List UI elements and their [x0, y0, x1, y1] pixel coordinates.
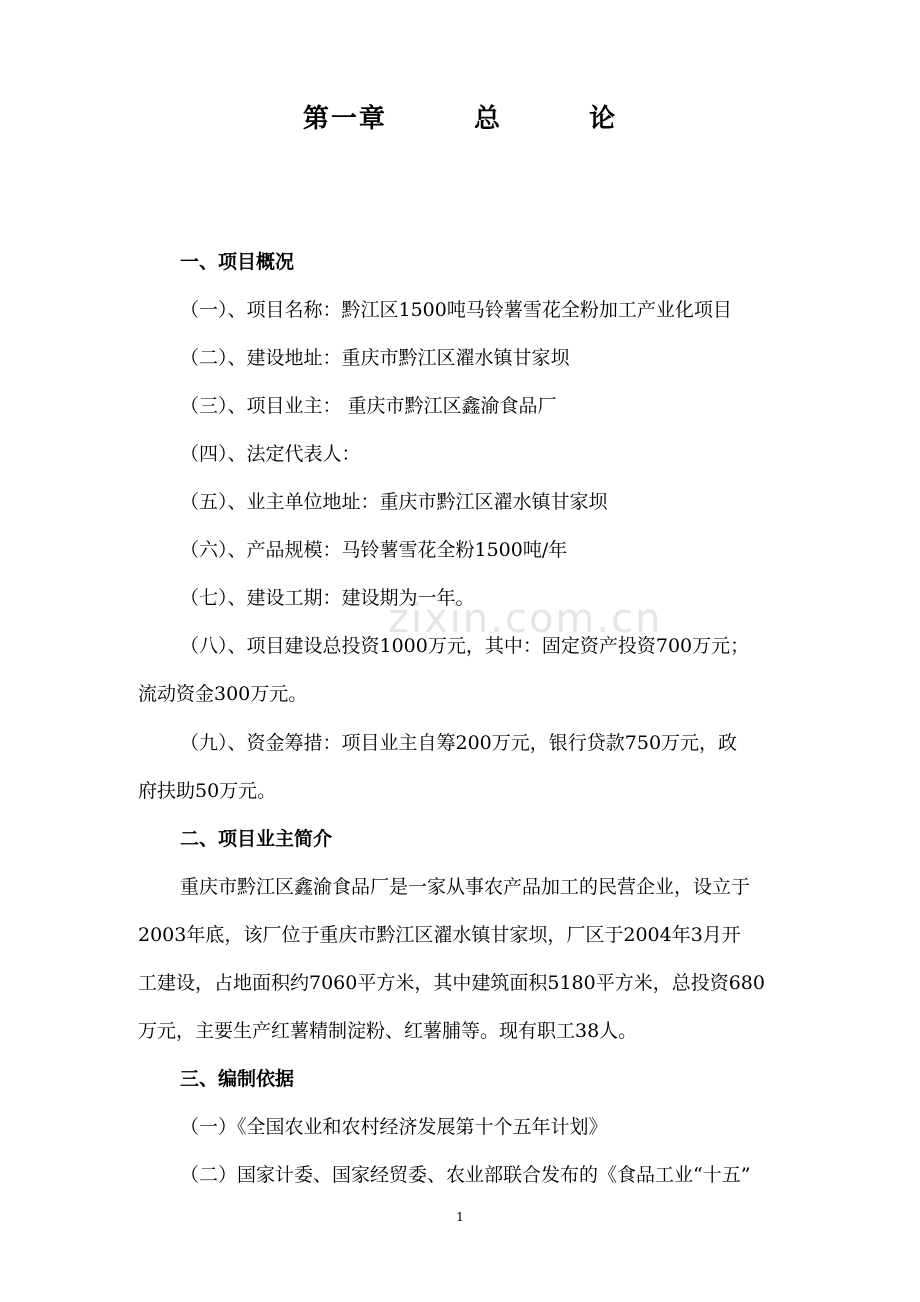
overview-item-9-line2: 府扶助50万元。 — [138, 780, 277, 802]
overview-item-8-line1: （八）、项目建设总投资1000万元，其中：固定资产投资700万元； — [180, 635, 750, 657]
overview-item-9-line1: （九）、资金筹措：项目业主自筹200万元，银行贷款750万元，政 — [180, 732, 738, 754]
basis-item-1: （一）《全国农业和农村经济发展第十个五年计划》 — [180, 1116, 608, 1138]
overview-item-3: （三）、项目业主： 重庆市黔江区鑫渝食品厂 — [180, 395, 557, 417]
overview-item-2: （二）、建设地址：重庆市黔江区濯水镇甘家坝 — [180, 347, 570, 369]
overview-item-1: （一）、项目名称：黔江区1500吨马铃薯雪花全粉加工产业化项目 — [180, 299, 732, 321]
owner-paragraph-line4: 万元，主要生产红薯精制淀粉、红薯脯等。现有职工38人。 — [138, 1020, 638, 1042]
overview-item-8-line2: 流动资金300万元。 — [138, 683, 308, 705]
basis-item-2: （二）国家计委、国家经贸委、农业部联合发布的《食品工业“十五” — [180, 1164, 751, 1186]
chapter-title: 第一章 总 论 — [302, 104, 618, 134]
page-number: 1 — [456, 1210, 464, 1224]
section-heading-basis: 三、编制依据 — [180, 1068, 295, 1090]
owner-paragraph-line2: 2003年底，该厂位于重庆市黔江区濯水镇甘家坝，厂区于2004年3月开 — [138, 924, 741, 946]
section-heading-owner: 二、项目业主简介 — [180, 828, 333, 850]
overview-item-6: （六）、产品规模：马铃薯雪花全粉1500吨/年 — [180, 539, 568, 561]
section-heading-overview: 一、项目概况 — [180, 251, 295, 273]
overview-item-5: （五）、业主单位地址：重庆市黔江区濯水镇甘家坝 — [180, 491, 608, 513]
overview-item-4: （四）、法定代表人： — [180, 443, 361, 465]
overview-item-7: （七）、建设工期：建设期为一年。 — [180, 587, 475, 609]
owner-paragraph-line1: 重庆市黔江区鑫渝食品厂是一家从事农产品加工的民营企业，设立于 — [180, 876, 751, 898]
owner-paragraph-line3: 工建设，占地面积约7060平方米，其中建筑面积5180平方米，总投资680 — [138, 972, 765, 994]
watermark: zixin.com.cn — [388, 596, 663, 642]
